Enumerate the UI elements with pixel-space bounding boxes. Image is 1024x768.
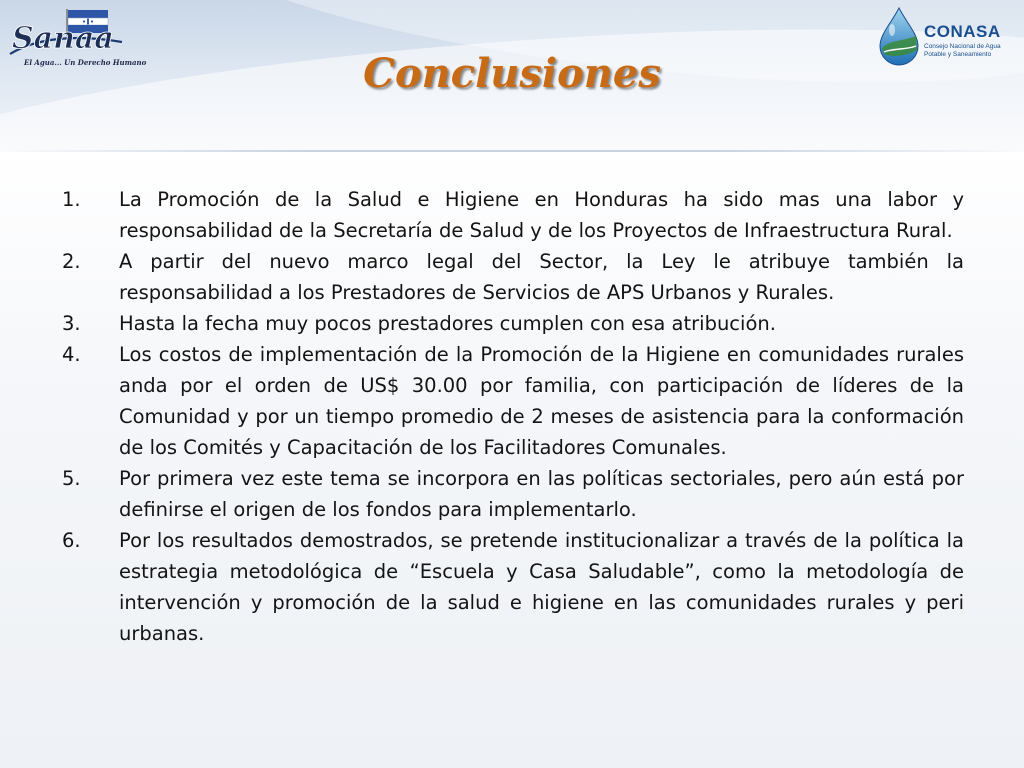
list-item [62,339,964,463]
list-item [62,308,964,339]
list-item-number: 3. [62,312,81,335]
list-item-text: La Promoción de la Salud e Higiene en Honduras ha sido mas una labor y responsabilidad de la Secretaría de Salud y de los Proyectos de Infraestructura Rural. [119,188,964,242]
svg-text:Sanaa: Sanaa [12,21,114,56]
conclusions-list-container [62,184,964,649]
list-item-text: Por los resultados demostrados, se pretende institucionalizar a través de la política la estrategia metodológica de “Escuela y Casa Saludable”, como la metodología de intervención y promoción de la salud e higiene en las comunidades rurales y peri urbanas. [119,529,964,645]
list-item-text: Por primera vez este tema se incorpora en las políticas sectoriales, pero aún está por definirse el origen de los fondos para implementarlo. [119,467,964,521]
conclusions-list [62,184,964,649]
list-item [62,246,964,308]
list-item-text: Los costos de implementación de la Promoción de la Higiene en comunidades rurales anda por el orden de US$ 30.00 por familia, con participación de líderes de la Comunidad y por un tiempo promedio de 2 meses de asistencia para la conformación de los Comités y Capacitación de los Facilitadores Comunales. [119,343,964,459]
page-title: Conclusiones [363,50,661,97]
list-item-number: 1. [62,188,81,211]
list-item [62,184,964,246]
list-item [62,525,964,649]
list-item-text: Hasta la fecha muy pocos prestadores cumplen con esa atribución. [119,312,776,335]
sanaa-tagline: El Agua... Un Derecho Humano [24,58,147,67]
list-item [62,463,964,525]
header-divider [0,150,1024,152]
list-item-number: 4. [62,343,81,366]
list-item-text: A partir del nuevo marco legal del Sector, la Ley le atribuye también la responsabilidad a los Prestadores de Servicios de APS Urbanos y Rurales. [119,250,964,304]
conasa-subtitle-line: Consejo Nacional de Agua [924,43,1001,50]
conasa-subtitle-line: Potable y Saneamiento [924,51,992,58]
list-item-number: 2. [62,250,81,273]
conasa-brand: CONASA [924,22,1001,41]
list-item-number: 5. [62,467,81,490]
list-item-number: 6. [62,529,81,552]
